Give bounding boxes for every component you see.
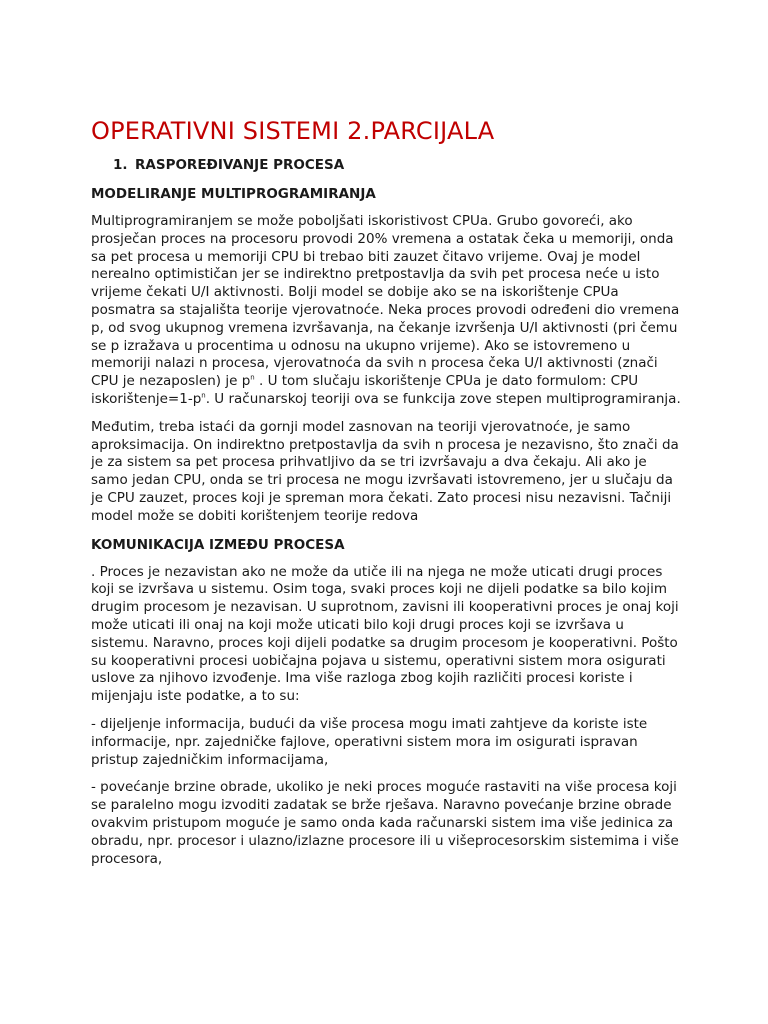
paragraph-1-part3: . U računarskoj teoriji ova se funkcija zove stepen multiprogramiranja. <box>205 390 681 407</box>
superscript-n-2: n <box>201 391 206 400</box>
paragraph-1-part1: Multiprogramiranjem se može poboljšati iskoristivost CPUa. Grubo govoreći, ako prosječan proces na procesoru provodi 20% vremena a ostatak čeka u memoriji, onda sa pet procesa u memoriji CPU bi trebao biti zauzet čitavo vrijeme. Ovaj je model nerealno optimističan jer se indirektno pretpostavlja da svih pet procesa neće u isto vrijeme čekati U/I aktivnosti. Bolji model se dobije ako se na iskorištenje CPUa posmatra sa stajališta teorije vjerovatnoće. Neka proces provodi određeni dio vremena p, od svog ukupnog vremena izvršavanja, na čekanje izvršenja U/I aktivnosti (pri čemu se p izražava u procentima u odnosu na ukupno vrijeme). Ako se istovremeno u memoriji nalazi n procesa, vjerovatnoća da svih n procesa čeka U/I aktivnosti (znači CPU je nezaposlen) je p <box>91 213 680 390</box>
list-item-text: RASPOREĐIVANJE PROCESA <box>135 157 345 173</box>
section-heading-communication: KOMUNIKACIJA IZMEĐU PROCESA <box>91 536 345 553</box>
paragraph-4: - dijeljenje informacija, budući da više procesa mogu imati zahtjeve da koriste iste informacije, npr. zajedničke fajlove, operativni sistem mora im osigurati ispravan pristup zajedničkim informacijama, <box>91 715 648 768</box>
numbered-list-item <box>91 156 683 174</box>
paragraph-1 <box>91 213 683 409</box>
superscript-n-1: n <box>250 373 255 382</box>
paragraph-1-part2: . U tom slučaju iskorištenje CPUa je dato formulom: CPU iskorištenje=1-p <box>91 373 639 407</box>
paragraph-3: . Proces je nezavistan ako ne može da utiče ili na njega ne može uticati drugi proces koji se izvršava u sistemu. Osim toga, svaki proces koji ne dijeli podatke sa bilo kojim drugim procesom je nezavisan. U suprotnom, zavisni ili kooperativni proces je onaj koji može uticati ili onaj na koji može uticati bilo koji drugi proces koji se izvršava u sistemu. Naravno, proces koji dijeli podatke sa drugim procesom je kooperativni. Pošto su kooperativni procesi uobičajna pojava u sistemu, operativni sistem mora osigurati uslove za njihovo izvođenje. Ima više razloga zbog kojih različiti procesi koriste i mijenjaju iste podatke, a to su: <box>91 563 679 705</box>
document-title: OPERATIVNI SISTEMI 2.PARCIJALA <box>91 117 495 145</box>
paragraph-5: - povećanje brzine obrade, ukoliko je neki proces moguće rastaviti na više procesa koji se paralelno mogu izvoditi zadatak se brže rješava. Naravno povećanje brzine obrade ovakvim pristupom moguće je samo onda kada računarski sistem ima više jedinica za obradu, npr. procesor i ulazno/izlazne procesore ili u višeprocesorskim sistemima i više procesora, <box>91 779 679 867</box>
section-heading-multiprogramming: MODELIRANJE MULTIPROGRAMIRANJA <box>91 186 376 202</box>
list-number: 1. <box>113 157 128 173</box>
document-page <box>91 114 683 878</box>
paragraph-2: Međutim, treba istaći da gornji model zasnovan na teoriji vjerovatnoće, je samo aproksimacija. On indirektno pretpostavlja da svih n procesa je nezavisno, što znači da je za sistem sa pet procesa prihvatljivo da se tri izvršavaju a dva čekaju. Ali ako je samo jedan CPU, onda se tri procesa ne mogu izvršavati istovremeno, jer u slučaju da je CPU zauzet, proces koji je spreman mora čekati. Zato procesi nisu nezavisni. Tačniji model može se dobiti korištenjem teorije redova <box>91 418 679 524</box>
